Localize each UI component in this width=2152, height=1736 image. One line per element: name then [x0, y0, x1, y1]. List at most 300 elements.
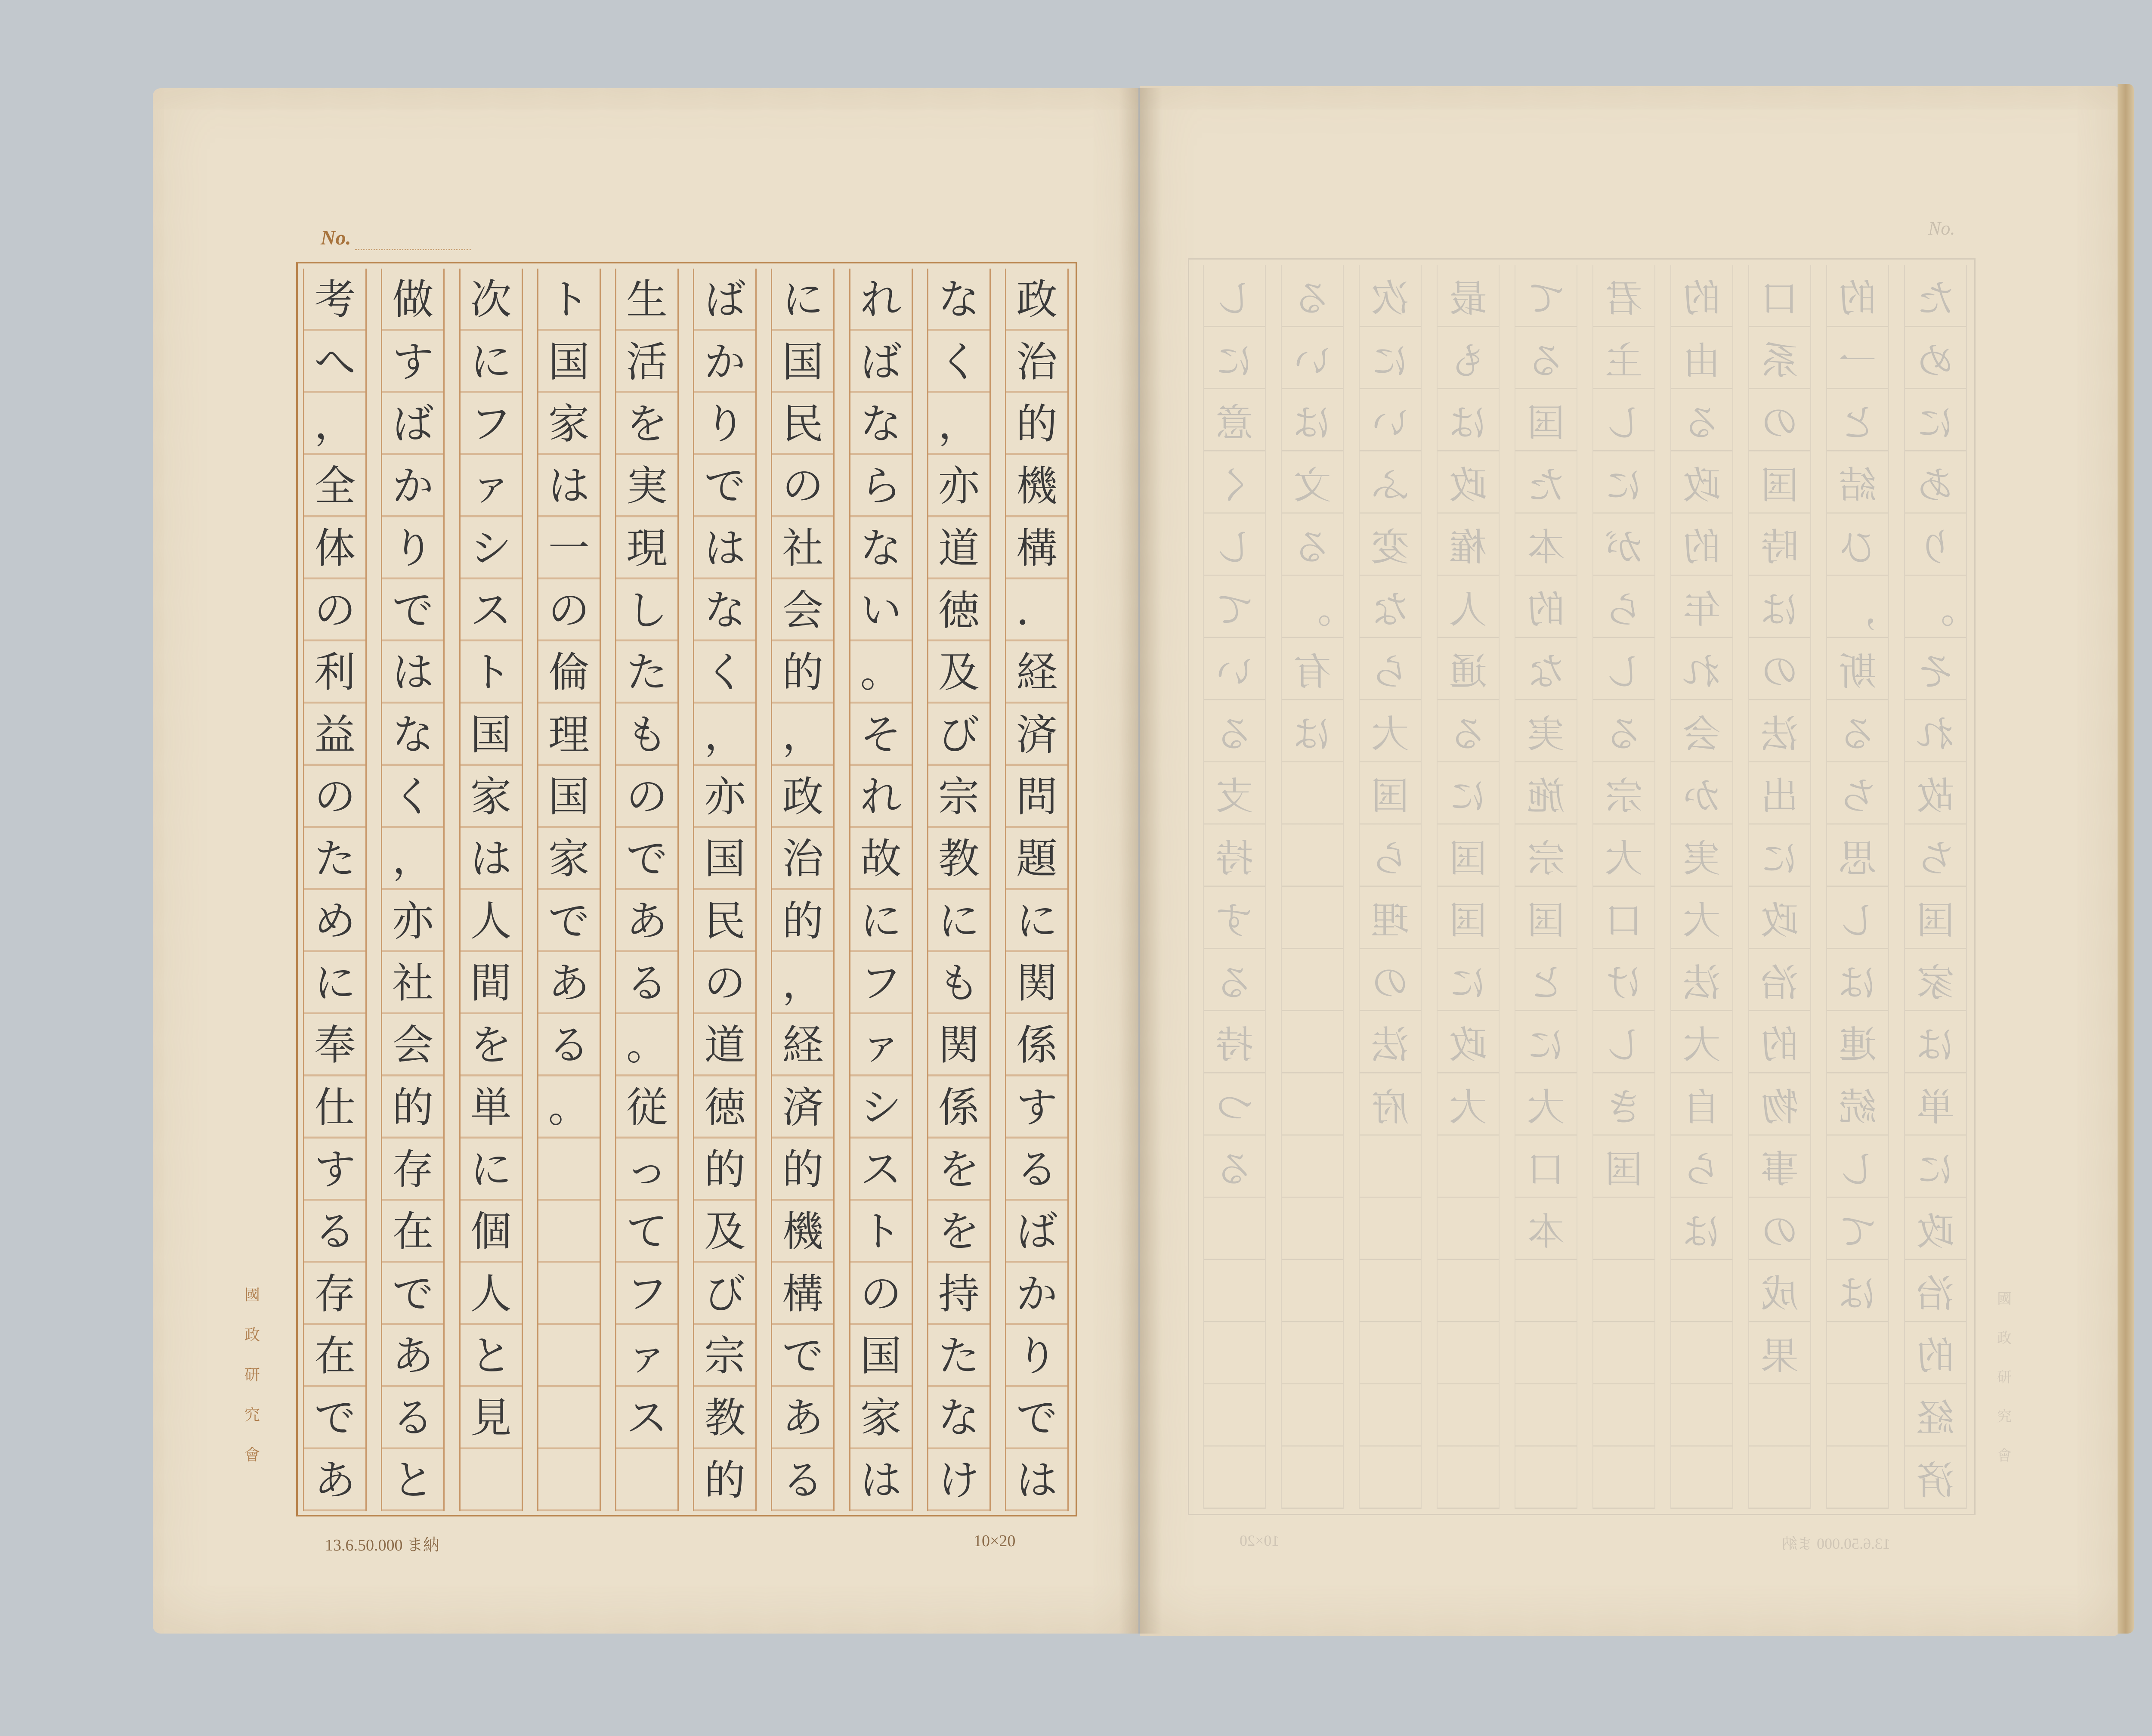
char-cell: の: [704, 959, 746, 1007]
char-cell: 機: [1016, 462, 1057, 511]
bleed-char-cell: 施: [1527, 774, 1565, 819]
char-cell: る: [548, 1021, 590, 1070]
char-cell: ，: [704, 710, 746, 759]
char-cell: 経: [782, 1021, 824, 1070]
char-cell: 次: [470, 275, 512, 324]
bleed-char-cell: は: [1761, 587, 1799, 632]
bleed-char-cell: 国: [1605, 1147, 1643, 1192]
char-cell: あ: [626, 897, 668, 945]
char-cell: め: [314, 897, 356, 945]
char-cell: 従: [626, 1083, 668, 1132]
char-cell: で: [548, 897, 590, 945]
char-cell: 係: [938, 1083, 980, 1132]
char-cell: 仕: [314, 1083, 356, 1132]
number-label: No.: [321, 226, 351, 249]
char-cell: 家: [548, 835, 590, 883]
char-cell: 活: [626, 337, 668, 386]
bleed-char-cell: 法: [1761, 712, 1799, 756]
char-cell: く: [704, 648, 746, 697]
char-cell: た: [626, 648, 668, 697]
bleed-char-cell: 大: [1605, 836, 1643, 881]
bleed-char-cell: れ: [1683, 650, 1721, 694]
manuscript-grid: [296, 262, 1077, 1516]
char-cell: シ: [860, 1083, 902, 1132]
char-cell: あ: [548, 959, 590, 1007]
char-cell: あ: [782, 1394, 824, 1442]
char-cell: 見: [470, 1394, 512, 1442]
char-cell: 奉: [314, 1021, 356, 1070]
char-cell: 問: [1016, 772, 1057, 821]
bleed-char-cell: 済: [1917, 1458, 1955, 1503]
bleed-char-cell: 成: [1761, 1272, 1799, 1316]
char-cell: ，: [314, 399, 356, 448]
bleed-through-text: [1827, 265, 1888, 1322]
bleed-char-cell: 持: [1215, 836, 1254, 881]
bleed-char-cell: ら: [1371, 836, 1410, 881]
bleed-char-cell: の: [1761, 1209, 1799, 1254]
char-cell: 単: [470, 1083, 512, 1132]
char-cell: 構: [1016, 524, 1057, 572]
bleed-char-cell: 通: [1449, 650, 1487, 694]
char-cell: で: [1016, 1394, 1057, 1442]
book-gutter: [1119, 88, 1162, 1634]
manuscript-column: [381, 269, 445, 1511]
char-cell: の: [548, 586, 590, 634]
bleed-char-cell: ら: [1371, 650, 1410, 694]
char-cell: 存: [392, 1145, 434, 1194]
char-cell: 国: [860, 1332, 902, 1380]
bleed-char-cell: の: [1761, 650, 1799, 694]
char-cell: 考: [314, 275, 356, 324]
bleed-char-cell: ひ: [1839, 525, 1877, 570]
char-cell: 社: [782, 524, 824, 572]
char-cell: の: [314, 586, 356, 634]
bleed-through-text: [1749, 265, 1810, 1384]
bleed-char-cell: 会: [1683, 712, 1721, 756]
manuscript-column: [771, 269, 835, 1511]
char-cell: 題: [1016, 835, 1057, 883]
char-cell: ，: [938, 399, 980, 448]
char-cell: 民: [704, 897, 746, 945]
bleed-char-cell: い: [1293, 338, 1332, 383]
bleed-char-cell: 的: [1683, 525, 1721, 570]
bleed-char-cell: 大: [1371, 712, 1410, 756]
bleed-char-cell: り: [1917, 525, 1955, 570]
char-cell: 教: [938, 835, 980, 883]
bleed-char-cell: あ: [1917, 463, 1955, 507]
bleed-char-cell: 国: [1527, 898, 1565, 943]
bleed-char-cell: け: [1605, 960, 1643, 1005]
char-cell: フ: [626, 1269, 668, 1318]
char-cell: に: [938, 897, 980, 945]
right-number-label: No.: [1928, 218, 1955, 239]
bleed-char-cell: る: [1215, 712, 1254, 756]
bleed-char-cell: 的: [1683, 276, 1721, 321]
char-cell: る: [782, 1456, 824, 1504]
bleed-char-cell: 政: [1917, 1209, 1955, 1254]
right-manuscript-grid: [1188, 258, 1976, 1515]
column-text: [538, 269, 600, 1139]
bleed-char-cell: れ: [1917, 712, 1955, 756]
right-manuscript-column: [1359, 265, 1422, 1509]
bleed-char-cell: 持: [1215, 1023, 1254, 1068]
bleed-char-cell: る: [1215, 1147, 1254, 1192]
bleed-char-cell: 宗: [1527, 836, 1565, 881]
char-cell: で: [392, 586, 434, 634]
char-cell: ァ: [626, 1332, 668, 1380]
char-cell: て: [626, 1207, 668, 1256]
bleed-char-cell: 思: [1839, 836, 1877, 881]
char-cell: で: [392, 1269, 434, 1318]
char-cell: と: [392, 1456, 434, 1504]
char-cell: る: [392, 1394, 434, 1442]
char-cell: 教: [704, 1394, 746, 1442]
bleed-through-text: [1593, 265, 1654, 1198]
char-cell: ．: [1016, 586, 1057, 634]
bleed-char-cell: 君: [1605, 276, 1643, 321]
char-cell: は: [860, 1456, 902, 1504]
bleed-char-cell: 的: [1839, 276, 1877, 321]
char-cell: 的: [704, 1456, 746, 1504]
char-cell: し: [626, 586, 668, 634]
char-cell: 体: [314, 524, 356, 572]
stamp-char: 政: [244, 1326, 260, 1344]
bleed-char-cell: に: [1215, 338, 1254, 383]
char-cell: り: [704, 399, 746, 448]
bleed-through-text: [1204, 265, 1265, 1198]
right-manuscript-column: [1592, 265, 1655, 1509]
char-cell: な: [938, 275, 980, 324]
char-cell: 会: [782, 586, 824, 634]
char-cell: 道: [704, 1021, 746, 1070]
bleed-char-cell: 次: [1371, 276, 1410, 321]
char-cell: 的: [1016, 399, 1057, 448]
bleed-char-cell: て: [1215, 587, 1254, 632]
bleed-char-cell: て: [1839, 1209, 1877, 1254]
char-cell: シ: [470, 524, 512, 572]
bleed-char-cell: 連: [1839, 1023, 1877, 1068]
bleed-char-cell: ち: [1839, 774, 1877, 819]
manuscript-column: [693, 269, 757, 1511]
bleed-char-cell: の: [1761, 401, 1799, 446]
bleed-char-cell: ら: [1605, 587, 1643, 632]
char-cell: 関: [938, 1021, 980, 1070]
char-cell: を: [470, 1021, 512, 1070]
char-cell: か: [392, 462, 434, 511]
manuscript-column: [927, 269, 991, 1511]
char-cell: ば: [392, 399, 434, 448]
char-cell: す: [392, 337, 434, 386]
bleed-char-cell: そ: [1917, 650, 1955, 694]
char-cell: な: [860, 524, 902, 572]
char-cell: 道: [938, 524, 980, 572]
char-cell: ば: [860, 337, 902, 386]
char-cell: は: [392, 648, 434, 697]
bleed-char-cell: 政: [1449, 463, 1487, 507]
char-cell: 実: [626, 462, 668, 511]
char-cell: に: [860, 897, 902, 945]
bleed-char-cell: る: [1527, 338, 1565, 383]
bleed-char-cell: 大: [1683, 1023, 1721, 1068]
bleed-char-cell: 国: [1527, 401, 1565, 446]
char-cell: 。: [860, 648, 902, 697]
char-cell: の: [626, 772, 668, 821]
number-line: [355, 249, 471, 250]
bleed-char-cell: 由: [1683, 338, 1721, 383]
char-cell: 利: [314, 648, 356, 697]
char-cell: 在: [314, 1332, 356, 1380]
char-cell: 国: [704, 835, 746, 883]
right-manuscript-column: [1437, 265, 1500, 1509]
bleed-char-cell: 本: [1527, 525, 1565, 570]
char-cell: フ: [470, 399, 512, 448]
bleed-char-cell: 時: [1761, 525, 1799, 570]
char-cell: び: [938, 710, 980, 759]
char-cell: ば: [704, 275, 746, 324]
char-cell: ，: [782, 959, 824, 1007]
bleed-char-cell: な: [1371, 587, 1410, 632]
char-cell: を: [938, 1207, 980, 1256]
bleed-char-cell: に: [1527, 1023, 1565, 1068]
char-cell: 的: [392, 1083, 434, 1132]
bleed-char-cell: 年: [1683, 587, 1721, 632]
bleed-char-cell: 結: [1839, 463, 1877, 507]
bleed-through-text: [1282, 265, 1343, 762]
bleed-char-cell: に: [1605, 463, 1643, 507]
bleed-char-cell: 治: [1917, 1272, 1955, 1316]
char-cell: 構: [782, 1269, 824, 1318]
stamp-char: 政: [1997, 1330, 2012, 1347]
bleed-char-cell: 変: [1371, 525, 1410, 570]
char-cell: 社: [392, 959, 434, 1007]
char-cell: 人: [470, 897, 512, 945]
char-cell: も: [938, 959, 980, 1007]
stamp-char: 研: [1997, 1369, 2012, 1386]
char-cell: の: [860, 1269, 902, 1318]
bleed-char-cell: は: [1839, 960, 1877, 1005]
bleed-char-cell: す: [1215, 898, 1254, 943]
char-cell: 。: [548, 1083, 590, 1132]
char-cell: る: [626, 959, 668, 1007]
bleed-char-cell: し: [1605, 650, 1643, 694]
char-cell: は: [1016, 1456, 1057, 1504]
char-cell: 経: [1016, 648, 1057, 697]
bleed-char-cell: 斯: [1839, 650, 1877, 694]
bleed-char-cell: し: [1605, 1023, 1643, 1068]
char-cell: な: [392, 710, 434, 759]
publisher-stamp: [244, 1283, 260, 1483]
bleed-char-cell: 。: [1293, 587, 1332, 632]
bleed-char-cell: と: [1527, 960, 1565, 1005]
char-cell: ば: [1016, 1207, 1057, 1256]
bleed-char-cell: 物: [1761, 1085, 1799, 1129]
char-cell: 済: [782, 1083, 824, 1132]
bleed-through-text: [1671, 265, 1732, 1260]
bleed-char-cell: 大: [1449, 1085, 1487, 1129]
manuscript-column: [615, 269, 679, 1511]
char-cell: 益: [314, 710, 356, 759]
bleed-char-cell: 法: [1683, 960, 1721, 1005]
footer-print-info: 13.6.50.000 ま納: [325, 1536, 440, 1554]
bleed-char-cell: て: [1527, 276, 1565, 321]
column-text: [772, 269, 833, 1511]
bleed-char-cell: 続: [1839, 1085, 1877, 1129]
stamp-char: 會: [244, 1446, 260, 1464]
stamp-char: 究: [1997, 1408, 2012, 1425]
char-cell: か: [1016, 1269, 1057, 1318]
char-cell: 亦: [392, 897, 434, 945]
bleed-char-cell: に: [1917, 401, 1955, 446]
char-cell: り: [1016, 1332, 1057, 1380]
bleed-char-cell: 法: [1371, 1023, 1410, 1068]
bleed-char-cell: る: [1215, 960, 1254, 1005]
char-cell: 故: [860, 835, 902, 883]
char-cell: 機: [782, 1207, 824, 1256]
bleed-char-cell: な: [1527, 650, 1565, 694]
right-footer-grid-size: 10×20: [1240, 1532, 1280, 1549]
char-cell: 的: [782, 648, 824, 697]
bleed-char-cell: 最: [1449, 276, 1487, 321]
char-cell: 係: [1016, 1021, 1057, 1070]
bleed-char-cell: る: [1293, 525, 1332, 570]
char-cell: 及: [938, 648, 980, 697]
bleed-char-cell: 府: [1371, 1085, 1410, 1129]
bleed-char-cell: 系: [1761, 338, 1799, 383]
char-cell: 人: [470, 1269, 512, 1318]
char-cell: へ: [314, 337, 356, 386]
footer-grid-size: 10×20: [974, 1532, 1016, 1550]
char-cell: 存: [314, 1269, 356, 1318]
bleed-char-cell: る: [1683, 401, 1721, 446]
stamp-char: 究: [244, 1406, 260, 1424]
stamp-char: 國: [1997, 1290, 2012, 1308]
bleed-through-text: [1905, 265, 1966, 1509]
bleed-char-cell: に: [1761, 836, 1799, 881]
bleed-char-cell: 事: [1761, 1147, 1799, 1192]
bleed-char-cell: 国: [1917, 898, 1955, 943]
bleed-char-cell: ，: [1839, 587, 1877, 632]
char-cell: 国: [470, 710, 512, 759]
char-cell: 。: [626, 1021, 668, 1070]
char-cell: か: [704, 337, 746, 386]
char-cell: 民: [782, 399, 824, 448]
bleed-char-cell: 主: [1605, 338, 1643, 383]
bleed-char-cell: の: [1371, 960, 1410, 1005]
char-cell: た: [314, 835, 356, 883]
bleed-char-cell: 本: [1527, 1209, 1565, 1254]
char-cell: 関: [1016, 959, 1057, 1007]
char-cell: 徳: [938, 586, 980, 634]
bleed-char-cell: し: [1839, 898, 1877, 943]
manuscript-column: [537, 269, 601, 1511]
char-cell: ス: [860, 1145, 902, 1194]
stamp-char: 國: [244, 1286, 260, 1304]
bleed-char-cell: 出: [1761, 774, 1799, 819]
bleed-char-cell: き: [1605, 1085, 1643, 1129]
char-cell: は: [470, 835, 512, 883]
bleed-char-cell: 意: [1215, 401, 1254, 446]
char-cell: も: [626, 710, 668, 759]
char-cell: あ: [392, 1332, 434, 1380]
bleed-char-cell: 実: [1683, 836, 1721, 881]
bleed-through-text: [1360, 265, 1421, 1136]
bleed-char-cell: 。: [1917, 587, 1955, 632]
manuscript-column: [303, 269, 367, 1511]
char-cell: 政: [1016, 275, 1057, 324]
bleed-char-cell: ら: [1683, 1147, 1721, 1192]
char-cell: 亦: [704, 772, 746, 821]
char-cell: 徳: [704, 1083, 746, 1132]
bleed-char-cell: に: [1449, 774, 1487, 819]
bleed-char-cell: 家: [1917, 960, 1955, 1005]
bleed-char-cell: た: [1527, 463, 1565, 507]
bleed-char-cell: 理: [1371, 898, 1410, 943]
char-cell: で: [314, 1394, 356, 1442]
char-cell: に: [470, 337, 512, 386]
char-cell: 持: [938, 1269, 980, 1318]
char-cell: 的: [782, 897, 824, 945]
char-cell: な: [704, 586, 746, 634]
bleed-char-cell: ふ: [1371, 463, 1410, 507]
char-cell: 一: [548, 524, 590, 572]
char-cell: を: [938, 1145, 980, 1194]
bleed-char-cell: い: [1371, 401, 1410, 446]
right-manuscript-column: [1670, 265, 1733, 1509]
char-cell: る: [314, 1207, 356, 1256]
right-manuscript-column: [1281, 265, 1344, 1509]
bleed-char-cell: 有: [1293, 650, 1332, 694]
right-publisher-stamp: [1997, 1287, 2012, 1483]
stamp-char: 會: [1997, 1447, 2012, 1464]
bleed-char-cell: 政: [1683, 463, 1721, 507]
manuscript-column: [459, 269, 523, 1511]
bleed-char-cell: し: [1839, 1147, 1877, 1192]
char-cell: は: [704, 524, 746, 572]
char-cell: す: [314, 1145, 356, 1194]
char-cell: ス: [626, 1394, 668, 1442]
char-cell: あ: [314, 1456, 356, 1504]
bleed-char-cell: 権: [1449, 525, 1487, 570]
char-cell: の: [314, 772, 356, 821]
bleed-char-cell: 実: [1527, 712, 1565, 756]
bleed-char-cell: 口: [1761, 276, 1799, 321]
bleed-char-cell: ち: [1917, 836, 1955, 881]
bleed-char-cell: は: [1839, 1272, 1877, 1316]
char-cell: 間: [470, 959, 512, 1007]
char-cell: ，: [782, 710, 824, 759]
char-cell: ト: [548, 275, 590, 324]
bleed-char-cell: 宗: [1605, 774, 1643, 819]
char-cell: 国: [782, 337, 824, 386]
bleed-char-cell: 的: [1527, 587, 1565, 632]
bleed-char-cell: に: [1371, 338, 1410, 383]
char-cell: れ: [860, 275, 902, 324]
bleed-char-cell: る: [1293, 276, 1332, 321]
bleed-char-cell: 口: [1527, 1147, 1565, 1192]
char-cell: 在: [392, 1207, 434, 1256]
bleed-char-cell: る: [1839, 712, 1877, 756]
char-cell: た: [938, 1332, 980, 1380]
bleed-char-cell: る: [1605, 712, 1643, 756]
bleed-char-cell: 国: [1449, 836, 1487, 881]
column-text: [1006, 269, 1067, 1511]
bleed-char-cell: し: [1605, 401, 1643, 446]
char-cell: ら: [860, 462, 902, 511]
bleed-char-cell: し: [1215, 525, 1254, 570]
char-cell: 個: [470, 1207, 512, 1256]
char-cell: 政: [782, 772, 824, 821]
char-cell: 亦: [938, 462, 980, 511]
